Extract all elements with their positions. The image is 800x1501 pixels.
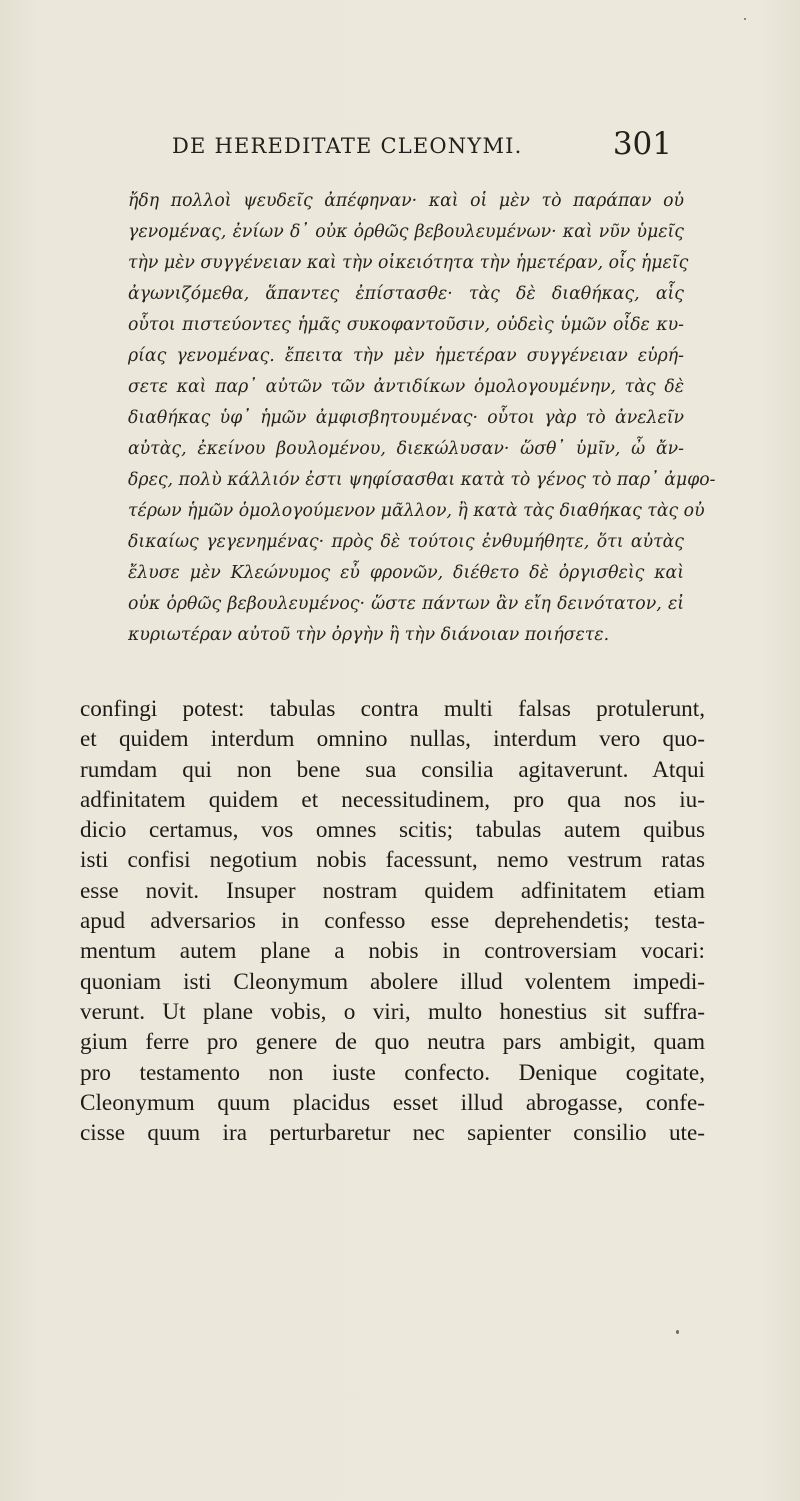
- latin-line: gium ferre pro genere de quo neutra pars ambigit, quam: [80, 1029, 705, 1056]
- latin-line: mentum autem plane a nobis in controversiam vocari:: [80, 938, 705, 965]
- greek-text-block: [128, 186, 716, 651]
- latin-line: confingi potest: tabulas contra multi falsas protulerunt,: [80, 696, 705, 722]
- running-head-title: DE HEREDITATE CLEONYMI.: [172, 134, 523, 158]
- latin-translation-block: [80, 694, 705, 1148]
- greek-line: γενομένας, ἐνίων δ᾽ οὐκ ὀρθῶς βεβουλευμένων· καὶ νῦν ὑμεῖς: [128, 222, 684, 242]
- latin-line: isti confisi negotium nobis facessunt, nemo vestrum ratas: [80, 847, 705, 874]
- greek-line: διαθήκας ὑφ᾽ ἡμῶν ἀμφισβητουμένας· οὗτοι γὰρ τὸ ἀνελεῖν: [128, 408, 684, 428]
- greek-line: σετε καὶ παρ᾽ αὐτῶν τῶν ἀντιδίκων ὁμολογουμένην, τὰς δὲ: [128, 377, 684, 397]
- greek-line: δρες, πολὺ κάλλιόν ἐστι ψηφίσασθαι κατὰ τὸ γένος τὸ παρ᾽ ἀμφο-: [128, 470, 716, 490]
- greek-line: αὐτὰς, ἐκείνου βουλομένου, διεκώλυσαν· ὥσθ᾽ ὑμῖν, ὦ ἄν-: [128, 439, 684, 459]
- running-head: [172, 126, 672, 166]
- greek-line: τὴν μὲν συγγένειαν καὶ τὴν οἰκειότητα τὴν ἡμετέραν, οἷς ἡμεῖς: [128, 253, 689, 273]
- greek-line: ρίας γενομένας. ἔπειτα τὴν μὲν ἡμετέραν συγγένειαν εὑρή-: [128, 346, 684, 366]
- latin-line: Cleonymum quum placidus esset illud abrogasse, confe-: [80, 1089, 705, 1116]
- latin-line: cisse quum ira perturbaretur nec sapienter consilio ute-: [80, 1120, 705, 1147]
- latin-line: verunt. Ut plane vobis, o viri, multo honestius sit suffra-: [80, 998, 705, 1025]
- latin-line: quoniam isti Cleonymum abolere illud volentem impedi-: [80, 968, 705, 995]
- greek-line: τέρων ἡμῶν ὁμολογούμενον μᾶλλον, ἢ κατὰ τὰς διαθήκας τὰς οὐ: [128, 501, 705, 521]
- greek-line: δικαίως γεγενημένας· πρὸς δὲ τούτοις ἐνθυμήθητε, ὅτι αὐτὰς: [128, 532, 684, 552]
- latin-line: et quidem interdum omnino nullas, interdum vero quo-: [80, 726, 705, 753]
- latin-line: apud adversarios in confesso esse deprehendetis; testa-: [80, 908, 705, 935]
- latin-line: pro testamento non iuste confecto. Denique cogitate,: [80, 1059, 705, 1086]
- latin-line: adfinitatem quidem et necessitudinem, pro qua nos iu-: [80, 786, 705, 813]
- greek-line: ἔλυσε μὲν Κλεώνυμος εὖ φρονῶν, διέθετο δὲ ὀργισθεὶς καὶ: [128, 563, 684, 583]
- greek-line: ἀγωνιζόμεθα, ἅπαντες ἐπίστασθε· τὰς δὲ διαθήκας, αἷς: [128, 284, 684, 304]
- ink-speck: [744, 18, 746, 20]
- greek-line: οὗτοι πιστεύοντες ἡμᾶς συκοφαντοῦσιν, οὐδεὶς ὑμῶν οἶδε κυ-: [128, 315, 684, 335]
- greek-line: οὐκ ὀρθῶς βεβουλευμένος· ὥστε πάντων ἂν εἴη δεινότατον, εἰ: [128, 594, 684, 614]
- page-number: 301: [612, 126, 672, 162]
- greek-line: ἤδη πολλοὶ ψευδεῖς ἀπέφηναν· καὶ οἱ μὲν τὸ παράπαν οὐ: [128, 191, 684, 211]
- latin-line: rumdam qui non bene sua consilia agitaverunt. Atqui: [80, 756, 705, 783]
- ink-speck: [676, 1330, 679, 1334]
- greek-line: κυριωτέραν αὐτοῦ τὴν ὀργὴν ἢ τὴν διάνοιαν ποιήσετε.: [128, 625, 610, 645]
- latin-line: dicio certamus, vos omnes scitis; tabulas autem quibus: [80, 817, 705, 844]
- latin-line: esse novit. Insuper nostram quidem adfinitatem etiam: [80, 877, 705, 904]
